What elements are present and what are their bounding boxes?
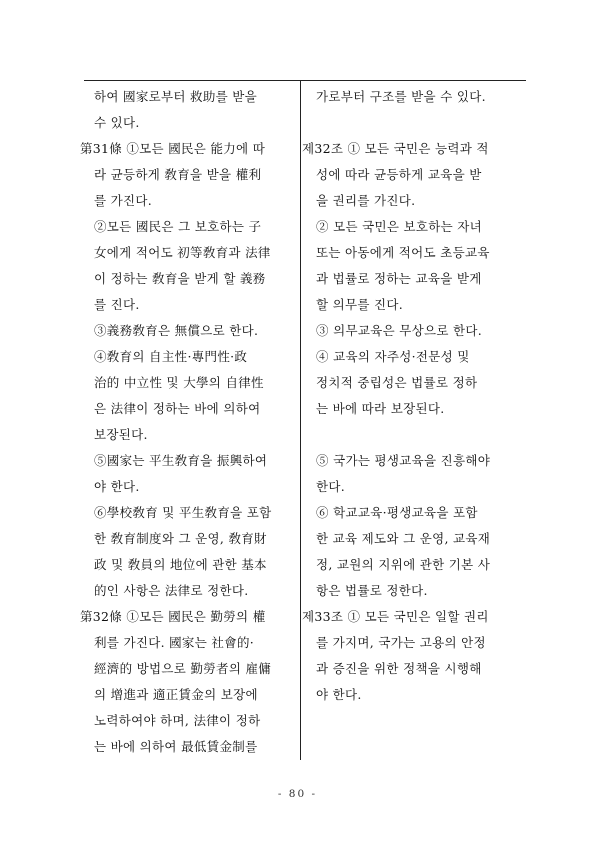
text-line: 항은 법률로 정한다. <box>316 583 428 598</box>
text-line: 정치적 중립성은 법률로 정하 <box>316 375 478 390</box>
text-line: 야 한다. <box>94 479 140 494</box>
text-line: 성에 따라 균등하게 교육을 받 <box>316 167 482 182</box>
text-line: 노력하여야 하며, 法律이 정하 <box>94 713 261 728</box>
text-line: 經濟的 방법으로 勤勞者의 雇傭 <box>94 661 272 676</box>
text-line: 利를 가진다. 國家는 社會的· <box>94 635 255 650</box>
text-line: 第31條 ①모든 國民은 能力에 따 <box>80 141 266 156</box>
text-line: 하여 國家로부터 救助를 받을 <box>94 89 258 104</box>
text-line: 第32條 ①모든 國民은 勤勞의 權 <box>80 609 266 624</box>
text-line: 的인 사항은 法律로 정한다. <box>94 583 249 598</box>
text-line: 한 교육 제도와 그 운영, 교육재 <box>316 531 491 546</box>
column-divider <box>300 80 301 760</box>
text-line: 제33조 ① 모든 국민은 일할 권리 <box>302 609 489 624</box>
text-line: ⑤國家는 平生敎育을 振興하여 <box>94 453 268 468</box>
text-line: 를 진다. <box>94 297 140 312</box>
text-line: 女에게 적어도 初等敎育과 法律 <box>94 245 271 260</box>
text-line: 보장된다. <box>94 427 148 442</box>
text-line: 과 법률로 정하는 교육을 받게 <box>316 271 482 286</box>
text-line: 政 및 敎員의 地位에 관한 基本 <box>94 557 267 572</box>
text-line: 한다. <box>316 479 346 494</box>
page-number: - 80 - <box>277 788 318 800</box>
comparison-table <box>80 80 526 760</box>
text-line: 를 가지며, 국가는 고용의 안정 <box>316 635 486 650</box>
text-line: 를 가진다. <box>94 193 153 208</box>
text-line: ④敎育의 自主性·專門性·政 <box>94 349 248 364</box>
text-line: ④ 교육의 자주성·전문성 및 <box>316 349 470 364</box>
text-line: ⑥ 학교교육·평생교육을 포함 <box>316 505 478 520</box>
text-line: 수 있다. <box>94 115 140 130</box>
text-line: 이 정하는 敎育을 받게 할 義務 <box>94 271 266 286</box>
text-line: 을 권리를 가진다. <box>316 193 416 208</box>
text-line: ③ 의무교육은 무상으로 한다. <box>316 323 483 338</box>
table-top-border <box>84 80 526 81</box>
text-line: 한 敎育制度와 그 운영, 敎育財 <box>94 531 267 546</box>
text-line: 할 의무를 진다. <box>316 297 404 312</box>
text-line: 의 增進과 適正賃金의 보장에 <box>94 687 258 702</box>
text-line: ②모든 國民은 그 보호하는 子 <box>94 219 262 234</box>
text-line: 과 증진을 위한 정책을 시행해 <box>316 661 482 676</box>
text-line: ⑥學校敎育 및 平生敎育을 포함 <box>94 505 272 520</box>
text-line: 또는 아동에게 적어도 초등교육 <box>316 245 490 260</box>
text-line: ⑤ 국가는 평생교육을 진흥해야 <box>316 453 491 468</box>
text-line: 야 한다. <box>316 687 362 702</box>
text-line: 는 바에 의하여 最低賃金制를 <box>94 739 258 754</box>
text-line: 은 法律이 정하는 바에 의하여 <box>94 401 261 416</box>
text-line: 정, 교원의 지위에 관한 기본 사 <box>316 557 491 572</box>
text-line: ③義務敎育은 無償으로 한다. <box>94 323 259 338</box>
text-line: 라 균등하게 敎育을 받을 權利 <box>94 167 262 182</box>
text-line: 제32조 ① 모든 국민은 능력과 적 <box>302 141 489 156</box>
text-line: ② 모든 국민은 보호하는 자녀 <box>316 219 483 234</box>
text-line: 가로부터 구조를 받을 수 있다. <box>316 89 486 104</box>
text-line: 는 바에 따라 보장된다. <box>316 401 445 416</box>
text-line: 治的 中立性 및 大學의 自律性 <box>94 375 264 390</box>
